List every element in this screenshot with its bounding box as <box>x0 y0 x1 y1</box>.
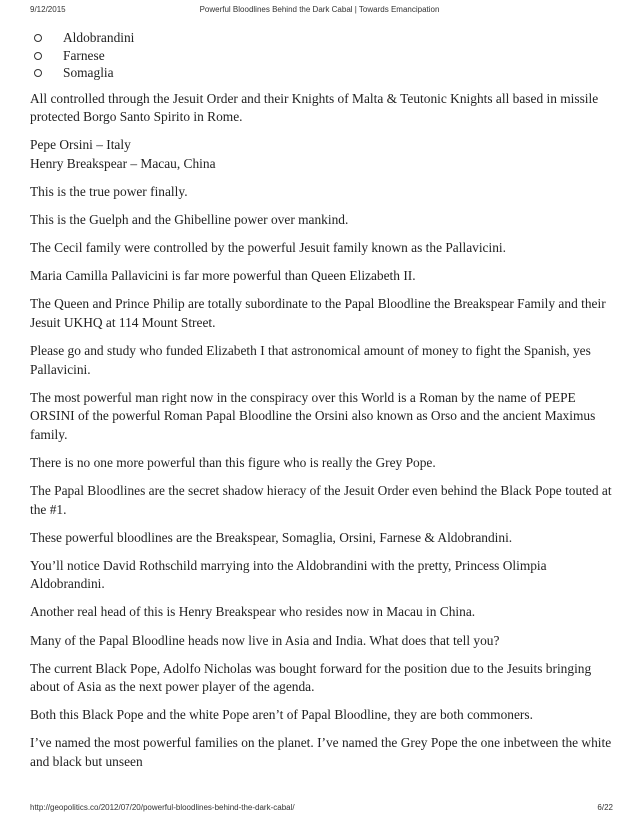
paragraph: The most powerful man right now in the conspiracy over this World is a Roman by the name of PEPE ORSINI of the powerful Roman Papal Bloodline the Orsini also known as Orso and the ancient Maximus family. <box>30 389 596 442</box>
paragraph: You’ll notice David Rothschild marrying into the Aldobrandini with the pretty, Princess Olimpia Aldobrandini. <box>30 557 547 592</box>
article-body <box>30 29 615 781</box>
paragraph: These powerful bloodlines are the Breakspear, Somaglia, Orsini, Farnese & Aldobrandini. <box>30 529 513 545</box>
list-item-label: Somaglia <box>63 65 114 80</box>
list-item <box>30 29 615 47</box>
page-header <box>0 5 639 19</box>
paragraph: The Cecil family were controlled by the powerful Jesuit family known as the Pallavicini. <box>30 240 506 256</box>
bullet-circle-icon <box>34 52 42 60</box>
paragraph: Maria Camilla Pallavicini is far more powerful than Queen Elizabeth II. <box>30 268 416 284</box>
paragraph: Another real head of this is Henry Breakspear who resides now in Macau in China. <box>30 604 476 620</box>
paragraph: This is the Guelph and the Ghibelline power over mankind. <box>30 211 349 227</box>
paragraph: This is the true power finally. <box>30 183 188 199</box>
paragraph: All controlled through the Jesuit Order and their Knights of Malta & Teutonic Knights all based in missile protected Borgo Santo Spirito in Rome. <box>30 90 599 125</box>
source-url: http://geopolitics.co/2012/07/20/powerful-bloodlines-behind-the-dark-cabal/ <box>30 803 295 812</box>
list-item <box>30 64 615 82</box>
list-item-label: Aldobrandini <box>63 30 135 45</box>
paragraph: Please go and study who funded Elizabeth I that astronomical amount of money to fight the Spanish, yes Pallavicini. <box>30 342 591 377</box>
paragraph: I’ve named the most powerful families on the planet. I’ve named the Grey Pope the one inbetween the white and black but unseen <box>30 735 612 770</box>
paragraph: Both this Black Pope and the white Pope aren’t of Papal Bloodline, they are both commoners. <box>30 707 533 723</box>
bullet-circle-icon <box>34 69 42 77</box>
page-number: 6/22 <box>597 803 613 812</box>
page-title: Powerful Bloodlines Behind the Dark Cabal | Towards Emancipation <box>199 5 440 14</box>
paragraph: There is no one more powerful than this figure who is really the Grey Pope. <box>30 454 436 470</box>
paragraph: The Papal Bloodlines are the secret shadow hieracy of the Jesuit Order even behind the Black Pope touted at the #1. <box>30 483 612 517</box>
print-date: 9/12/2015 <box>30 5 66 14</box>
paragraph: The Queen and Prince Philip are totally subordinate to the Papal Bloodline the Breakspear Family and their Jesuit UKHQ at 114 Mount Street. <box>30 296 606 330</box>
bloodline-list <box>30 29 615 82</box>
page-footer <box>0 803 639 817</box>
list-item <box>30 47 615 65</box>
bullet-circle-icon <box>34 34 42 42</box>
list-item-label: Farnese <box>63 47 105 63</box>
paragraph: The current Black Pope, Adolfo Nicholas was bought forward for the position due to the Jesuits bringing about of Asia as the next power player of the agenda. <box>30 660 592 695</box>
paragraph: Many of the Papal Bloodline heads now live in Asia and India. What does that tell you? <box>30 632 500 648</box>
paragraph: Pepe Orsini – Italy Henry Breakspear – Macau, China <box>30 137 216 171</box>
